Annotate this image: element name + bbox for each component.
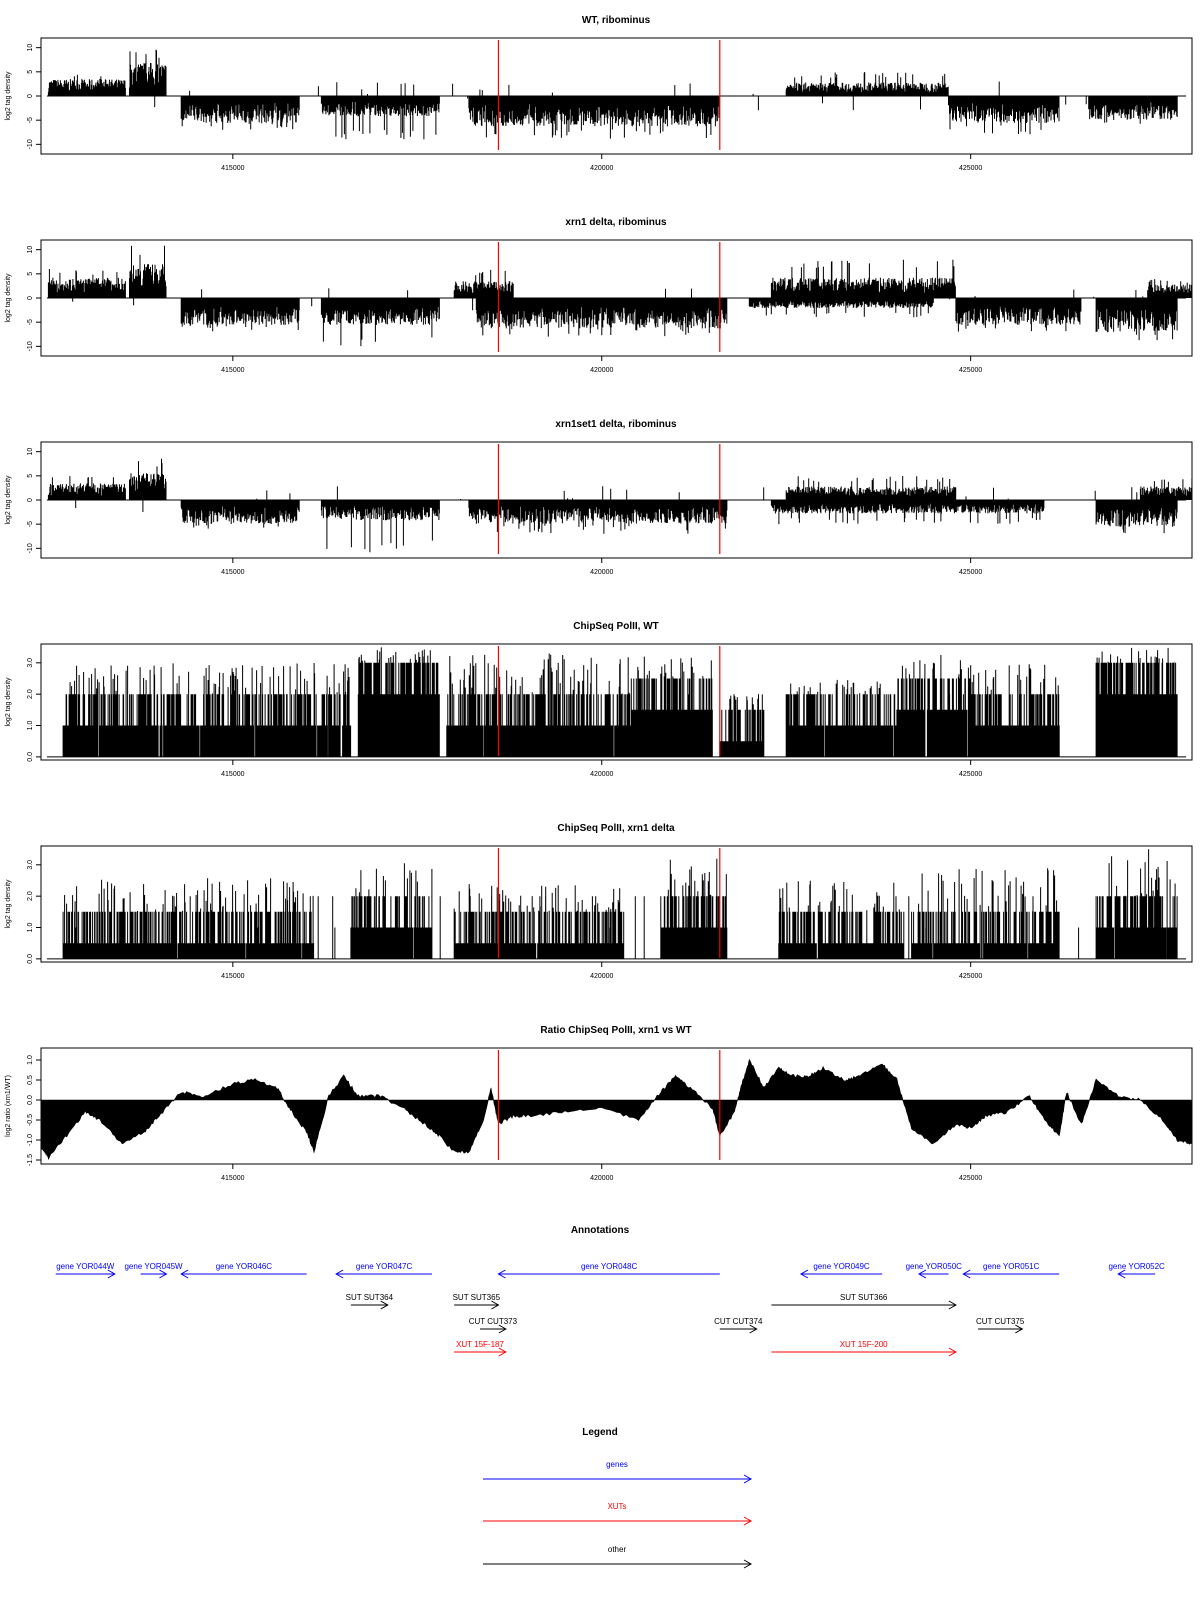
y-tick-label: -5: [27, 319, 34, 326]
y-tick-label: 3.0: [27, 859, 34, 870]
annotation-arrow: [801, 1270, 882, 1278]
y-axis-label: log2 tag density: [5, 677, 12, 727]
annotation-arrow: [336, 1270, 432, 1278]
y-tick-label: -5: [27, 521, 34, 528]
y-tick-label: 0.5: [27, 1075, 34, 1085]
x-tick-label: 425000: [958, 367, 983, 374]
annotation-arrow: [498, 1270, 719, 1278]
annotation-label: gene YOR045W: [124, 1262, 183, 1271]
y-tick-label: 0.0: [27, 953, 34, 964]
legend: [483, 1427, 751, 1568]
y-tick-label: 10: [27, 447, 34, 456]
annotations-section: [56, 1225, 1165, 1356]
legend-items: [483, 1460, 751, 1568]
x-tick-label: 415000: [221, 165, 245, 172]
annotation-label: CUT CUT373: [468, 1317, 518, 1326]
y-tick-label: -1.5: [27, 1153, 34, 1167]
legend-title: Legend: [582, 1427, 618, 1438]
annotation-xut: [771, 1340, 955, 1356]
legend-item-xut: [483, 1502, 751, 1525]
annotation-arrow: [454, 1301, 498, 1309]
x-tick-label: 420000: [590, 1175, 614, 1182]
legend-arrow: [483, 1517, 751, 1525]
annotation-other: [469, 1317, 518, 1333]
y-tick-label: 5: [27, 473, 34, 478]
legend-label: XUTs: [607, 1502, 627, 1511]
legend-label: other: [607, 1545, 627, 1554]
y-tick-label: 10: [27, 245, 34, 254]
y-axis-label: log2 ratio (xrn1/WT): [5, 1075, 12, 1137]
y-tick-label: 0: [27, 94, 34, 98]
annotation-arrow: [978, 1325, 1022, 1333]
x-tick-label: 415000: [221, 973, 245, 980]
signal-bars: [48, 246, 1191, 346]
y-tick-label: 0.0: [27, 1095, 34, 1105]
track-panel-4: [5, 621, 1192, 778]
y-tick-label: -1.0: [27, 1133, 34, 1147]
annotation-arrow: [351, 1301, 388, 1309]
ratio-area: [41, 1060, 1192, 1160]
annotation-other: [714, 1317, 763, 1333]
x-tick-label: 425000: [958, 1175, 983, 1182]
annotation-gene: [181, 1262, 306, 1278]
y-tick-label: 0: [27, 296, 34, 300]
y-tick-label: 10: [27, 43, 34, 52]
x-tick-label: 420000: [590, 165, 614, 172]
track-panel-2: [5, 217, 1192, 374]
signal-bars: [48, 50, 1177, 140]
x-tick-label: 425000: [958, 569, 983, 576]
signal-bars: [63, 647, 1177, 757]
legend-item-other: [483, 1545, 751, 1568]
annotation-arrow: [771, 1301, 955, 1309]
annotation-label: CUT CUT375: [976, 1317, 1025, 1326]
annotation-label: gene YOR046C: [215, 1262, 273, 1271]
annotation-gene: [906, 1262, 963, 1278]
panel-title: WT, ribominus: [581, 15, 651, 26]
annotation-arrow: [720, 1325, 757, 1333]
y-axis-label: log2 tag density: [5, 71, 12, 121]
annotation-label: XUT 15F-187: [456, 1340, 504, 1349]
track-panel-3: [5, 419, 1192, 576]
annotation-arrow: [56, 1270, 115, 1278]
annotation-label: gene YOR049C: [813, 1262, 870, 1271]
annotation-gene: [498, 1262, 719, 1278]
annotations-title: Annotations: [570, 1225, 630, 1236]
y-tick-label: 0: [27, 498, 34, 502]
x-tick-label: 420000: [590, 569, 614, 576]
panel-title: ChipSeq PolII, xrn1 delta: [557, 823, 675, 834]
legend-arrow: [483, 1475, 751, 1483]
x-tick-label: 425000: [958, 973, 983, 980]
y-tick-label: -10: [27, 341, 34, 352]
track-panel-5: [5, 823, 1192, 980]
annotation-label: XUT 15F-200: [839, 1340, 888, 1349]
x-tick-label: 420000: [590, 367, 614, 374]
x-tick-label: 420000: [590, 771, 614, 778]
x-tick-label: 425000: [958, 771, 983, 778]
track-panels: [5, 15, 1192, 1182]
signal-bars: [48, 459, 1192, 552]
annotation-other: [453, 1293, 501, 1309]
annotation-other: [346, 1293, 394, 1309]
y-tick-label: 1.0: [27, 1055, 34, 1065]
y-tick-label: -10: [27, 543, 34, 554]
annotation-arrow: [919, 1270, 949, 1278]
annotation-label: gene YOR050C: [905, 1262, 962, 1271]
y-axis-label: log2 tag density: [5, 879, 12, 929]
annotation-label: SUT SUT364: [345, 1293, 394, 1302]
x-tick-label: 425000: [958, 165, 983, 172]
annotation-gene: [336, 1262, 432, 1278]
annotation-label: SUT SUT366: [839, 1293, 888, 1302]
y-tick-label: -0.5: [27, 1113, 34, 1127]
y-tick-label: 5: [27, 69, 34, 74]
annotation-label: gene YOR052C: [1108, 1262, 1165, 1271]
y-tick-label: 2.0: [27, 891, 34, 902]
annotation-label: gene YOR051C: [983, 1262, 1040, 1271]
signal-bars: [63, 849, 1177, 959]
y-tick-label: 0.0: [27, 751, 34, 762]
legend-label: genes: [606, 1460, 628, 1469]
annotation-arrow: [141, 1270, 167, 1278]
annotation-arrow: [963, 1270, 1059, 1278]
legend-item-gene: [483, 1460, 751, 1483]
y-tick-label: -5: [27, 117, 34, 124]
annotation-gene: [963, 1262, 1059, 1278]
legend-arrow: [483, 1560, 751, 1568]
y-tick-label: 1.0: [27, 922, 34, 933]
x-tick-label: 415000: [221, 569, 245, 576]
annotation-other: [976, 1317, 1025, 1333]
annotation-arrow: [771, 1348, 955, 1356]
annotation-label: gene YOR047C: [355, 1262, 413, 1271]
y-tick-label: 1.0: [27, 720, 34, 731]
annotation-gene: [1108, 1262, 1165, 1278]
annotation-other: [771, 1293, 955, 1309]
y-tick-label: -10: [27, 139, 34, 150]
annotation-arrow: [454, 1348, 506, 1356]
panel-title: xrn1set1 delta, ribominus: [555, 419, 677, 430]
annotation-label: gene YOR044W: [56, 1262, 115, 1271]
track-panel-6: [5, 1025, 1192, 1182]
annotation-items: [56, 1262, 1165, 1356]
y-tick-label: 2.0: [27, 689, 34, 700]
annotation-gene: [124, 1262, 183, 1278]
x-tick-label: 420000: [590, 973, 614, 980]
annotation-arrow: [181, 1270, 306, 1278]
y-axis-label: log2 tag density: [5, 475, 12, 525]
annotation-xut: [454, 1340, 506, 1356]
annotation-gene: [801, 1262, 882, 1278]
x-tick-label: 415000: [221, 1175, 245, 1182]
annotation-label: SUT SUT365: [452, 1293, 501, 1302]
annotation-gene: [56, 1262, 115, 1278]
y-tick-label: 5: [27, 271, 34, 276]
annotation-label: gene YOR048C: [580, 1262, 638, 1271]
panel-title: xrn1 delta, ribominus: [565, 217, 667, 228]
y-axis-label: log2 tag density: [5, 273, 12, 323]
y-tick-label: 3.0: [27, 657, 34, 668]
annotation-arrow: [480, 1325, 506, 1333]
annotation-label: CUT CUT374: [714, 1317, 763, 1326]
annotation-arrow: [1118, 1270, 1155, 1278]
x-tick-label: 415000: [221, 771, 245, 778]
track-panel-1: [5, 15, 1192, 172]
panel-title: Ratio ChipSeq PolII, xrn1 vs WT: [540, 1025, 692, 1036]
x-tick-label: 415000: [221, 367, 245, 374]
panel-title: ChipSeq PolII, WT: [573, 621, 659, 632]
